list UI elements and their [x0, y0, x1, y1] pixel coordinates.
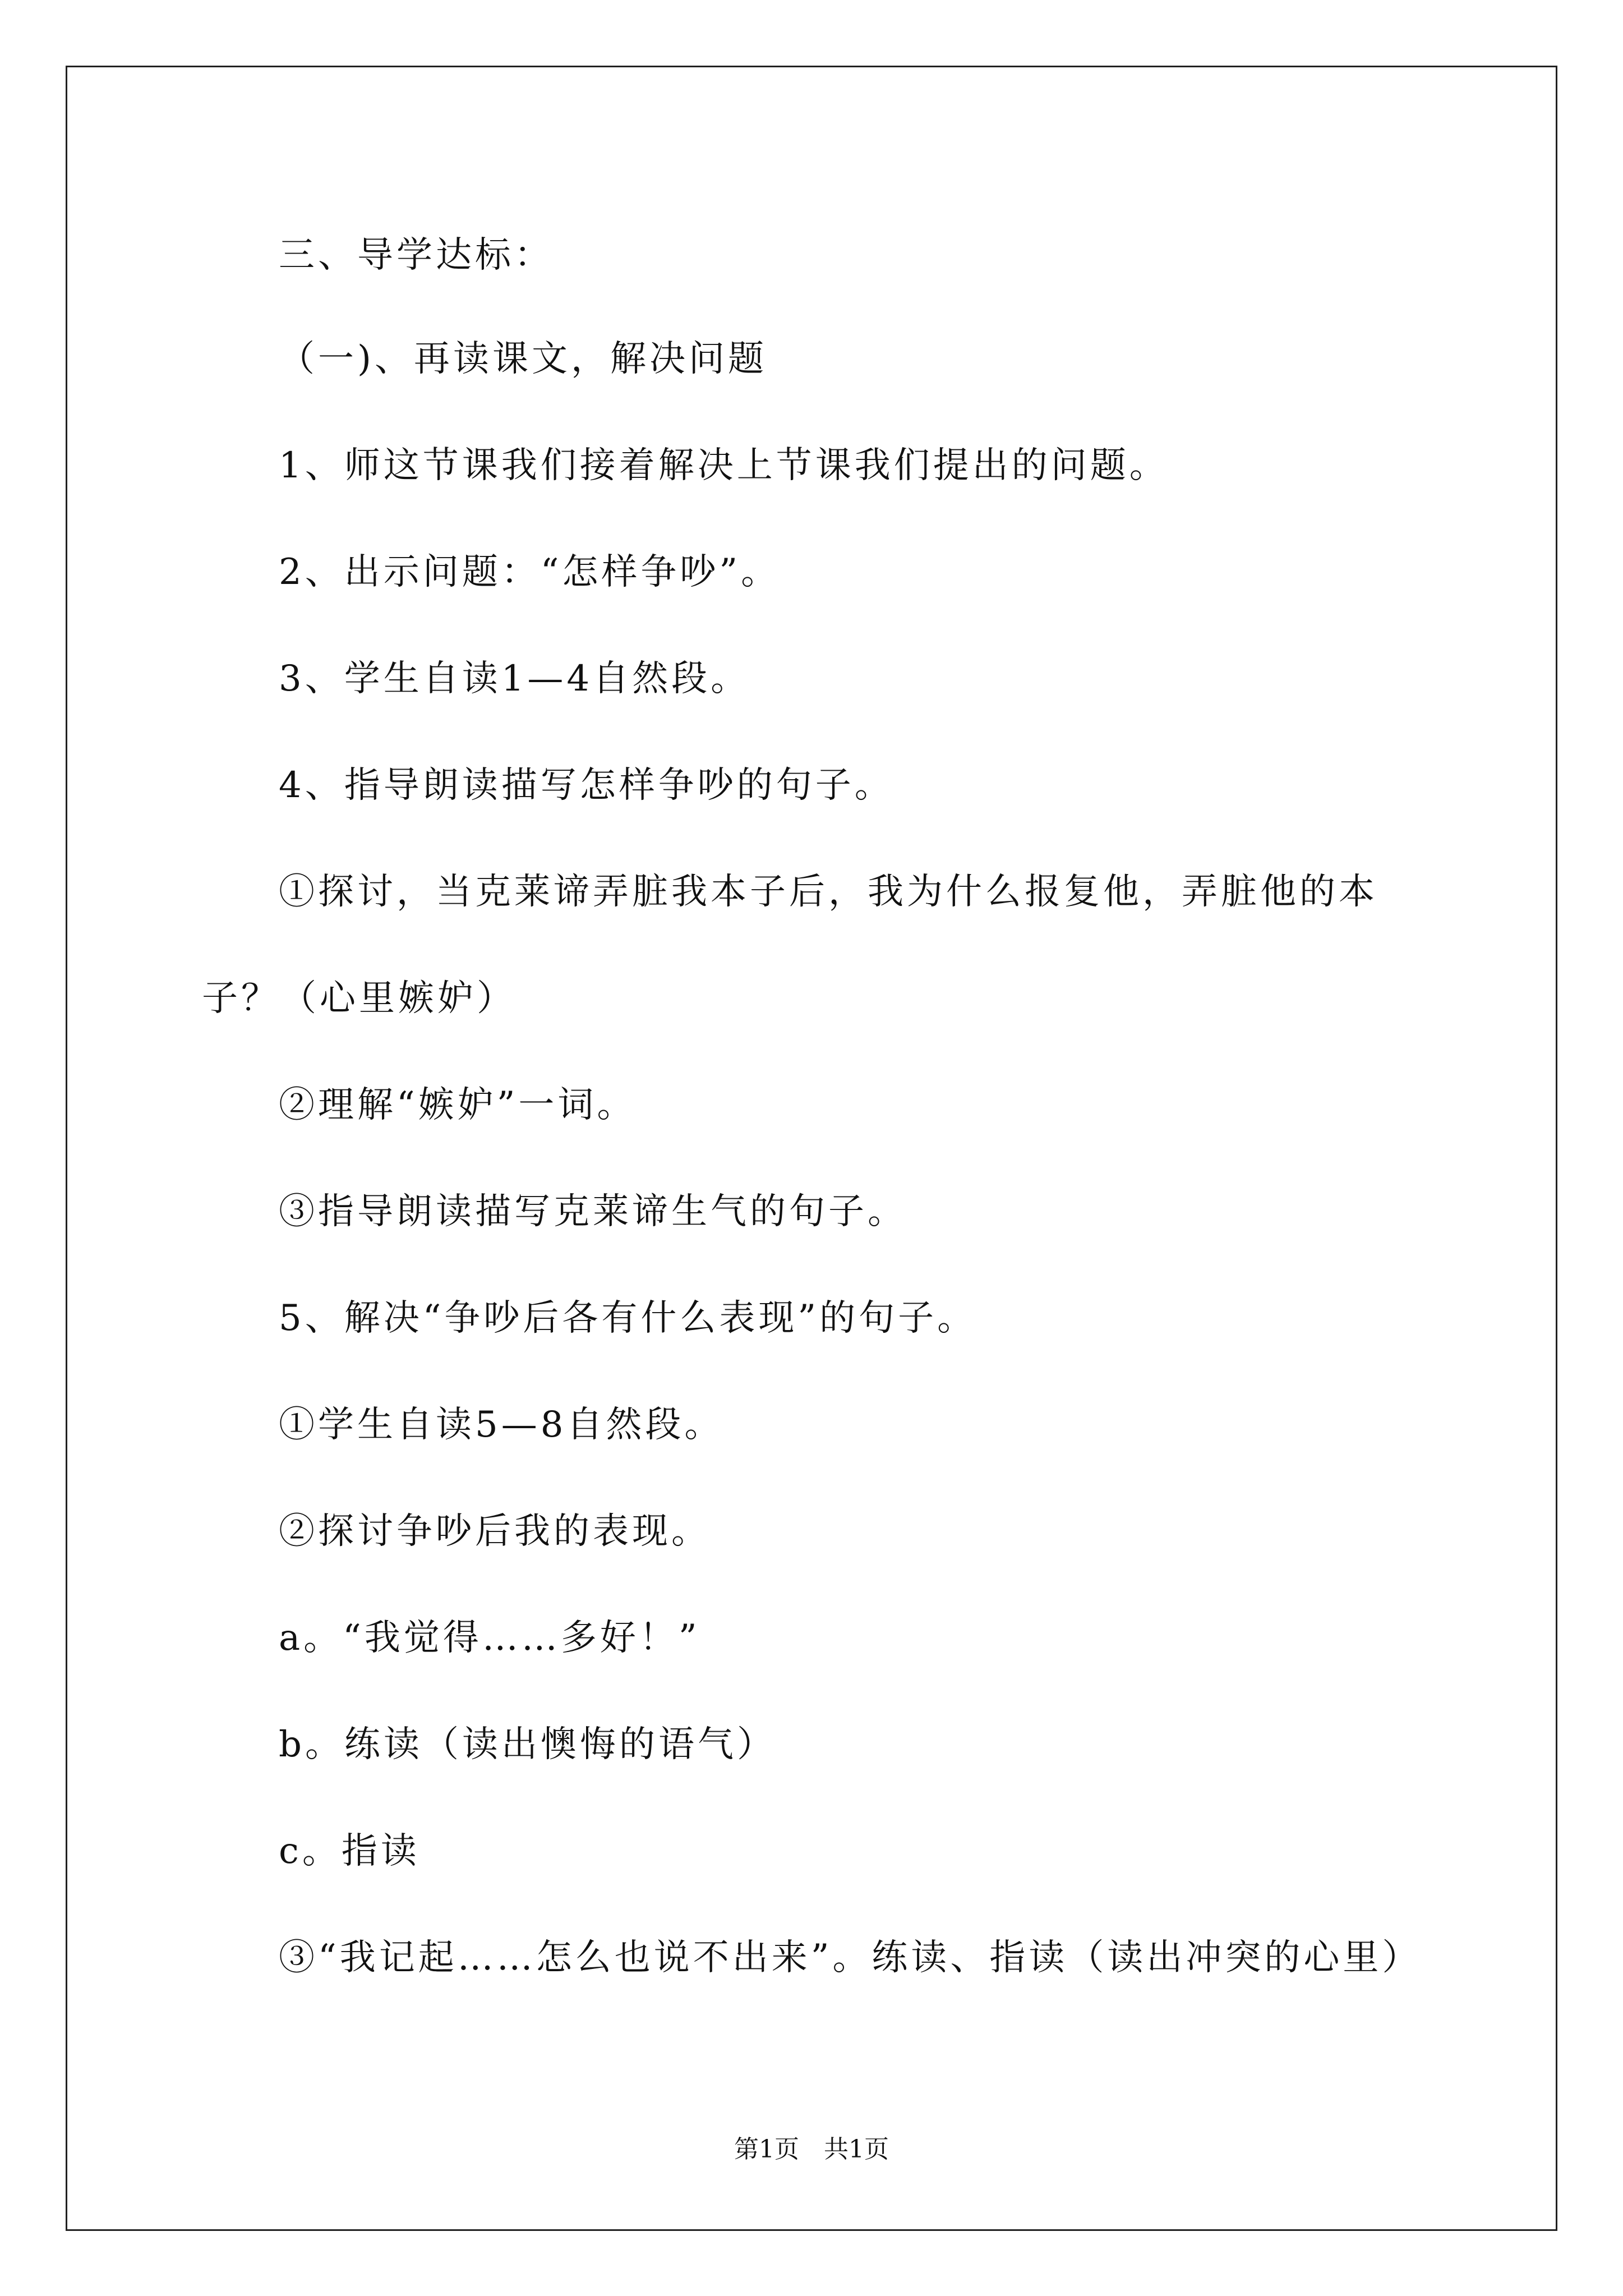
paragraph-line: c。指读: [279, 1830, 420, 1872]
paragraph-line: 2、出示问题：“怎样争吵”。: [279, 551, 781, 593]
paragraph-line: b。练读（读出懊悔的语气）: [279, 1724, 776, 1765]
paragraph-line: 3、学生自读1—4自然段。: [279, 658, 750, 700]
paragraph-line: 1、师这节课我们接着解决上节课我们提出的问题。: [279, 445, 1169, 486]
section-heading: 三、导学达标：: [279, 234, 554, 276]
paragraph-line: ②探讨争吵后我的表现。: [279, 1511, 711, 1552]
paragraph-line: ③指导朗读描写克莱谛生气的句子。: [279, 1191, 907, 1232]
page-footer: 第1页 共1页: [734, 2135, 889, 2164]
paragraph-line: ②理解“嫉妒”一词。: [279, 1084, 637, 1126]
paragraph-line: ①学生自读5—8自然段。: [279, 1404, 724, 1446]
paragraph-line: ①探讨，当克莱谛弄脏我本子后，我为什么报复他，弄脏他的本: [279, 871, 1378, 913]
paragraph-line: 5、解决“争吵后各有什么表现”的句子。: [279, 1297, 977, 1339]
subsection-heading: （一)、再读课文，解决问题: [279, 338, 767, 380]
paragraph-line: a。“我觉得……多好！”: [279, 1617, 700, 1659]
paragraph-line: ③“我记起……怎么也说不出来”。练读、指读（读出冲突的心里）: [279, 1937, 1422, 1978]
paragraph-line: 4、指导朗读描写怎样争吵的句子。: [279, 765, 894, 806]
paragraph-line-continued: 子？（心里嫉妒）: [202, 978, 516, 1019]
